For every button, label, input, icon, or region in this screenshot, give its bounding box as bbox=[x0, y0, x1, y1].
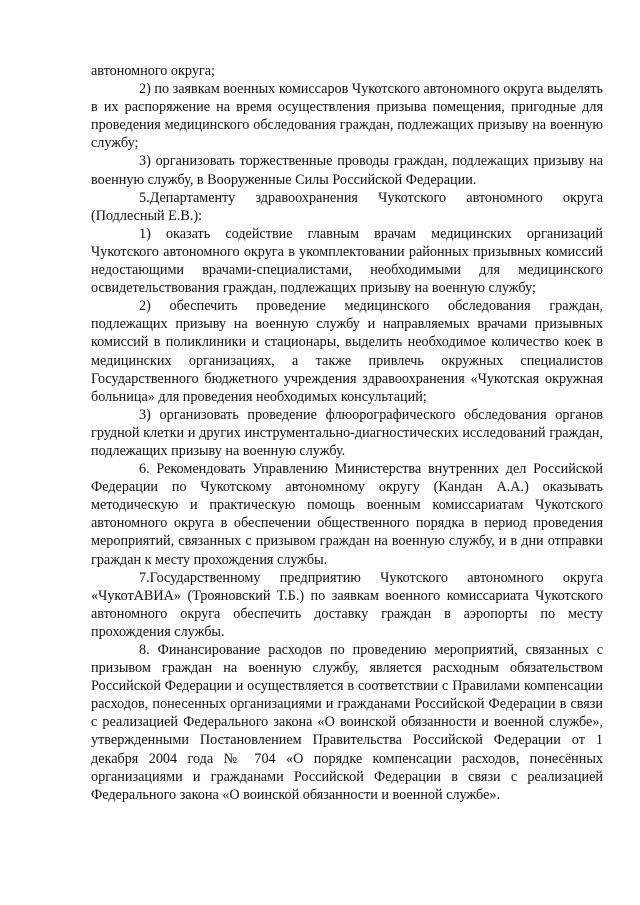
paragraph-item-5-1: 1) оказать содействие главным врачам медицинских организаций Чукотского автономного округа в укомплектовании районных призывных комиссий недостающими врачами-специалистами, необходимыми для медицинского освидетельствования граждан, подлежащих призыву на военную службу; bbox=[91, 225, 603, 297]
paragraph-item-4-3: 3) организовать торжественные проводы граждан, подлежащих призыву на военную службу, в Вооруженные Силы Российской Федерации. bbox=[91, 153, 603, 188]
paragraph-item-5-2: 2) обеспечить проведение медицинского обследования граждан, подлежащих призыву на военную службу и направляемых врачами призывных комиссий в поликлиники и стационары, выделить необходимое количество коек в медицинских организациях, а также привлечь окружных специалистов Государственного бюджетного учреждения здравоохранения «Чукотская окружная больница» для проведения необходимых консультаций; bbox=[91, 298, 603, 405]
paragraph-item-5-3: 3) организовать проведение флюорографического обследования органов грудной клетки и других инструментально-диагностических исследований граждан, подлежащих призыву на военную службу. bbox=[91, 406, 603, 459]
paragraph-section-8: 8. Финансирование расходов по проведению мероприятий, связанных с призывом граждан на военную службу, является расходным обязательством Российской Федерации и осуществляется в соответствии с Правилами компенсации расходов, понесенных организациями и гражданами Российской Федерации в связи с реализацией Федерального закона «О воинской обязанности и военной службе», утвержденными Постановлением Правительства Российской Федерации от 1 декабря 2004 года № 704 «О порядке компенсации расходов, понесённых организациями и гражданами Российской Федерации в связи с реализацией Федерального закона «О воинской обязанности и военной службе». bbox=[91, 642, 603, 803]
paragraph-item-4-2: 2) по заявкам военных комиссаров Чукотского автономного округа выделять в их распоряжение на время осуществления призыва помещения, пригодные для проведения медицинского обследования граждан, подлежащих призыву на военную службу; bbox=[91, 81, 603, 152]
document-page bbox=[91, 62, 603, 804]
paragraph-section-7: 7.Государственному предприятию Чукотского автономного округа «ЧукотАВИА» (Трояновский Т.Б.) по заявкам военного комиссариата Чукотского автономного округа обеспечить доставку граждан в аэропорты по месту прохождения службы. bbox=[91, 569, 603, 640]
paragraph-continuation: автономного округа; bbox=[91, 63, 215, 79]
paragraph-section-6: 6. Рекомендовать Управлению Министерства внутренних дел Российской Федерации по Чукотскому автономному округу (Кандан А.А.) оказывать методическую и практическую помощь военным комиссариатам Чукотского автономного округа в обеспечении общественного порядка в период проведения мероприятий, связанных с призывом граждан на военную службу, и в дни отправки граждан к месту прохождения службы. bbox=[91, 461, 603, 568]
paragraph-section-5: 5.Департаменту здравоохранения Чукотского автономного округа (Подлесный Е.В.): bbox=[91, 189, 603, 224]
